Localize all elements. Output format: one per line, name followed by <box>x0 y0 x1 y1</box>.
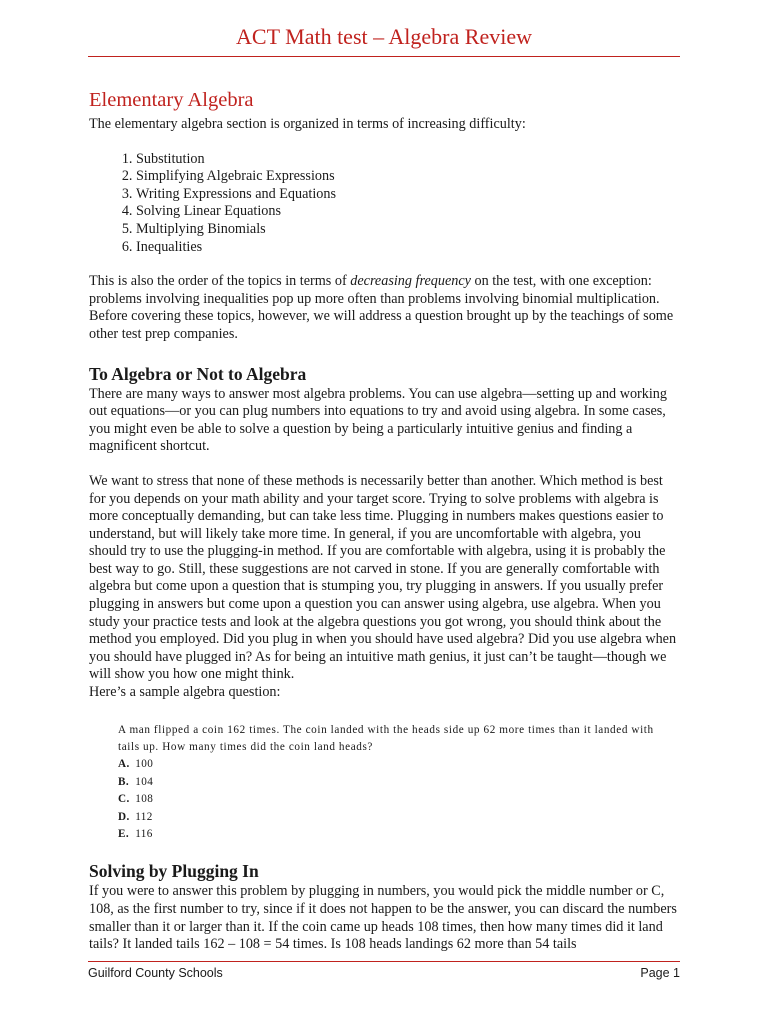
answer-choice-c: C. 108 <box>118 793 154 806</box>
stress-paragraph: We want to stress that none of these methods is necessarily better than another. Which method is best for you depends on your math ability and your target score. Trying to solve problems with algebra is more conceptually demanding, but can take less time. Plugging in numbers makes questions easier to understand, but will likely take more time. In general, if you are uncomfortable with algebra, you should try to use the plugging-in method. If you are comfortable with algebra, using it is probably the best way to go. Still, these suggestions are not carved in stone. If you are generally comfortable with algebra but come upon a question that is stumping you, try plugging in answers. If you usually prefer plugging in answers but come upon a question you can answer using algebra, use algebra. When you study your practice tests and look at the algebra questions you got wrong, you should think about the method you employed. Did you plug in when you should have used algebra? Did you use algebra when you should have plugged in? As for being an intuitive math genius, it just can’t be taught—though we will show you how one might think. <box>89 472 677 683</box>
sample-intro: Here’s a sample algebra question: <box>89 684 281 701</box>
list-item: 5. Multiplying Binomials <box>136 221 678 239</box>
answer-choices <box>118 756 678 843</box>
list-item: 1. Substitution <box>136 151 678 169</box>
list-item: 4. Solving Linear Equations <box>136 203 678 221</box>
answer-choice-d: D. 112 <box>118 810 153 823</box>
page-header <box>88 24 680 57</box>
order-paragraph: This is also the order of the topics in terms of decreasing frequency on the test, with one exception: problems involving inequalities pop up more often than problems involving binomial multiplication. Before covering these topics, however, we will address a question brought up by the teachings of some other test prep companies. <box>89 273 674 342</box>
list-item: 3. Writing Expressions and Equations <box>136 186 678 204</box>
sample-question: A man flipped a coin 162 times. The coin landed with the heads side up 62 more times than it landed with tails up. How many times did the coin land heads? <box>118 723 654 754</box>
plugging-paragraph: If you were to answer this problem by plugging in numbers, you would pick the middle number or C, 108, as the first number to try, since if it does not happen to be the answer, you can discard the numbers smaller than it or larger than it. If the coin came up heads 108 times, then how many times did it land tails? It landed tails 162 – 108 = 54 times. Is 108 heads landings 62 more than 54 tails <box>89 883 677 953</box>
answer-choice-b: B. 104 <box>118 775 154 788</box>
document-body <box>89 88 678 954</box>
section-heading-plugging-in: Solving by Plugging In <box>89 861 259 882</box>
list-item: 2. Simplifying Algebraic Expressions <box>136 168 678 186</box>
topic-list <box>89 151 678 257</box>
header-title: ACT Math test – Algebra Review <box>236 24 532 49</box>
answer-choice-a: A. 100 <box>118 758 154 771</box>
answer-choice-e: E. 116 <box>118 828 153 841</box>
section-intro: The elementary algebra section is organized in terms of increasing difficulty: <box>89 116 526 132</box>
emphasis-text: decreasing frequency <box>350 273 471 290</box>
methods-paragraph: There are many ways to answer most algebra problems. You can use algebra—setting up and working out equations—or you can plug numbers into equations to try and avoid using algebra. In some cases, you might even be able to solve a question by being a particularly intuitive genius and finding a magnificent shortcut. <box>89 385 667 455</box>
section-heading-to-algebra: To Algebra or Not to Algebra <box>89 363 307 384</box>
list-item: 6. Inequalities <box>136 239 678 257</box>
section-heading-elementary-algebra: Elementary Algebra <box>89 89 254 111</box>
page-number: Page 1 <box>640 966 680 980</box>
footer-school: Guilford County Schools <box>88 966 223 980</box>
page-footer <box>88 961 680 980</box>
